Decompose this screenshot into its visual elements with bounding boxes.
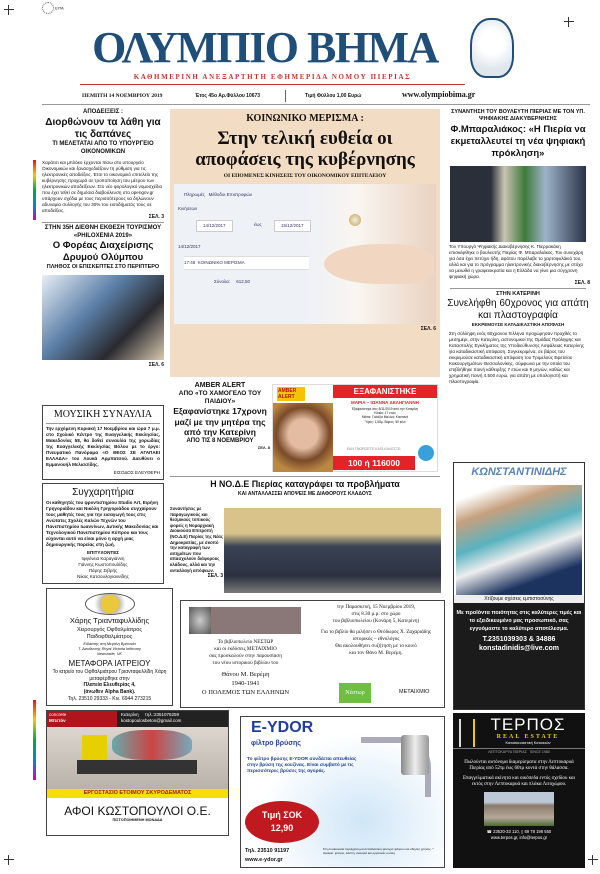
red-rule (80, 84, 465, 85)
article-receipts: ΑΠΟΔΕΙΞΕΙΣ : Διορθώνουν τα λάθη για τις δαπάνες ΤΙ ΜΕΛΕΤΑΤΑΙ ΑΠΟ ΤΟ ΥΠΟΥΡΓΕΙΟ ΟΙΚΟΝΟΜΙΚΩΝ Χαράτσι και μπλόκο έρχονται πίσω στο υπουργείο Οικονομικών και ξανασχεδιάζουν τη ρύθμιση για τις ηλεκτρονικές αποδείξεις. Έτσι το οικονομικό επιτελείο της κυβέρνησης προχωρά σε τροποποίηση του μέτρου των ηλεκτρονικών αποδείξεων. Στο νέο φορολογικό νομοσχέδιο που έχει τεθεί σε δημόσια διαβούλευση στο opengov.gr υπάρχουν σχέδια με τους περισσότερους να δηλώνουν αδυναμία συλλογής του 30% του εισοδήματός τους σε αποδείξεις. ΣΕΛ. 3 (42, 109, 164, 220)
website-link[interactable]: www.olympiobima.gr (402, 90, 476, 99)
girl-photo (273, 403, 333, 472)
divider (42, 222, 164, 223)
event-details: την Παρασκευή, 15 Νοεμβρίου 2019, στις 8.30 μ.μ. στο χώρο του βιβλιοπωλείου (Κονάρη 5, Κατερίνη) Για το βιβλίο θα μιλήσει ο Θεόδωρος Χ. Ζαχαριάδης ιστορικός – εθνολόγος Θα ακολουθήσει συζήτηση με το κοινό και τον Θάνο Μ. Βερέμη. (320, 604, 432, 656)
divider (450, 288, 586, 289)
lead-story: ΚΟΙΝΩΝΙΚΟ ΜΕΡΙΣΜΑ : Στην τελική ευθεία οι αποφάσεις της κυβέρνησης ΟΙ ΕΠΟΜΕΝΕΣ ΚΙΝΗΣΕΙΣ ΤΟΥ ΟΙΚΟΝΟΜΙΚΟΥ ΕΠΙΤΕΛΕΙΟΥ Πληρωμές Μέθοδοι Επιστροφών Κινήσεων 14/12/2017 έως 15/12/2017 14/12/2017 17:48 ΚΟΙΝΩΝΙΚΟ ΜΕΡΙΣΜΑ Σύνολα: 612,50 ΣΕΛ. 6 (170, 109, 440, 377)
page-ref: ΣΕΛ. 3 (148, 214, 164, 220)
article-philoxenia: ΣΤΗΝ 35Η ΔΙΕΘΝΗ ΕΚΘΕΣΗ ΤΟΥΡΙΣΜΟΥ «PHILOXENIA 2019» Ο Φορέας Διαχείρισης Δρυμού Ολύμπου ΠΛΗΘΟΣ ΟΙ ΕΠΙΣΚΕΠΤΕΣ ΣΤΟ ΠΕΡΙΠΤΕΡΟ ΣΕΛ. 6 (42, 225, 164, 368)
right-column-flow (446, 109, 590, 385)
expo-photo (42, 275, 164, 360)
minister-meeting-photo (450, 166, 586, 242)
registration-mark (588, 855, 598, 865)
issue-number: Έτος 45ο Αρ.Φύλλου 10673 (195, 93, 261, 99)
amber-alert-article: AMBER ALERT ΑΠΟ «ΤΟ ΧΑΜΟΓΕΛΟ ΤΟΥ ΠΑΙΔΙΟΥ» Εξαφανίστηκε 17χρονη μαζί με την μητέρα της από την Κατερίνη ΑΠΟ ΤΙΣ 8 ΝΟΕΜΒΡΙΟΥ ΣΕΛ. 8 (170, 382, 270, 450)
screen-total: Σύνολα: 612,50 (214, 279, 250, 284)
headline[interactable]: Φ.Μπαραλιάκος: «Η Πιερία να εκμεταλλευτεί τη νέα ψηφιακή πρόκληση» (450, 124, 586, 159)
ad-contact: Κατερίνη τηλ.:2351076259 kostopoulosbeton@gmail.com (117, 711, 228, 727)
article-arrest: ΣΤΗΝ ΚΑΤΕΡΙΝΗ Συνελήφθη 60χρονος για απάτη και πλαστογραφία ΕΚΚΡΕΜΟΥΣΕ ΚΑΤΑΔΙΚΑΣΤΙΚΗ ΑΠΟΦΑΣΗ Στη σύλληψη ενός 60χρονου Έλληνα προχώρησαν προχθές το μεσημέρι, στην Κατερίνη, αστυνομικοί της Ομάδας Πρόληψης και Καταστολής Εγκλήματος της Υποδιεύθυνσης Ασφάλειας Κατερίνης για καταδικαστική απόφαση. Συγκεκριμένα, σε βάρος του εκκρεμούσε καταδικαστική απόφαση του Τριμελούς Εφετείου Κακουργημάτων Θεσσαλονίκης, σύμφωνα με την οποία του επιβλήθηκε ποινή κάθειρξης 7 ετών και 9 μηνών, καθώς και χρηματική ποινή 4.500 ευρώ, για απάτη με υπολογιστή και πλαστογραφία. (447, 291, 589, 384)
hand-image (324, 244, 434, 284)
registration-mark (4, 5, 14, 15)
screen-entry: 17:48 ΚΟΙΝΩΝΙΚΟ ΜΕΡΙΣΜΑ (184, 256, 309, 270)
color-bar (33, 160, 36, 220)
price: Τιμή Φύλλου 1,00 Ευρώ (305, 93, 362, 99)
page-ref: ΣΕΛ. 8 (257, 444, 270, 450)
divider (170, 476, 440, 477)
hands-coin-image (349, 214, 361, 226)
node-article: Συναντήσεις με παραγωγικούς και θεσμικούς τοπικούς φορείς η Νομαρχιακή Διοικούσα Επιτροπή (ΝΟ.Δ.Ε) Πιερίας της Νέας Δημοκρατίας, με σκοπό την καταγραφή των αιτημάτων που απασχολούν διάφορους κλάδους, αλλά και την ανταλλαγή απόψεων. ΣΕΛ. 3 (170, 506, 223, 580)
node-headline[interactable]: Η ΝΟ.Δ.Ε Πιερίας καταγράφει τα προβλήματα (210, 479, 400, 489)
color-bar (33, 700, 36, 780)
headline[interactable]: Ο Φορέας Διαχείρισης Δρυμού Ολύμπου (52, 240, 154, 263)
book-cover-strip (211, 607, 301, 634)
zeus-head-logo (470, 18, 514, 78)
price-badge: Τιμή ΣΟΚ 12,90 (245, 801, 319, 843)
headline[interactable]: Εξαφανίστηκε 17χρονη μαζί με την μητέρα της από την Κατερίνη (173, 406, 267, 437)
registration-mark (4, 855, 14, 865)
eye-logo-icon (85, 593, 135, 615)
group-photo (224, 508, 441, 593)
poster-details: Εξαφανίστηκε στις 8/11/2019 από την Κατερίνη Ηλικία: 17 ετών Μάτια: Γαλάζια Μαλλιά: Καστανά Ύψος: 1,58μ. Βάρος: 50 κιλά (351, 407, 419, 424)
lead-headline[interactable]: Στην τελική ευθεία οι αποφάσεις της κυβέρνησης (195, 128, 415, 170)
construction-collage (456, 485, 582, 595)
ad-tag: concrete Μπετόν (47, 711, 117, 727)
house-photo (484, 792, 554, 826)
terpos-phone[interactable]: ☎ 23520-33 110, ▯ 69 78 198 550 (486, 829, 552, 834)
page-ref: ΣΕΛ. 3 (207, 573, 223, 580)
metaixmio-logo: ΜΕΤΑΙΧΜΙΟ (399, 689, 430, 695)
newspaper-title: ΟΛΥΜΠΙΟ ΒΗΜΑ (92, 23, 438, 72)
e-ydor-ad: E-YDOR φίλτρο βρύσης Το φίλτρο βρύσης E-YDOR συνδέεται απευθείας στην βρύση της κουζίνας. Είναι συμβατό με τις περισσότερες βρύσες της αγοράς. Τιμή ΣΟΚ 12,90 Τηλ. 23510 91197 www.e-ydor.gr Στη συσκευασία περιέχεται μια ανταλλακτική φύσιγγα φίλτρου και οδηγίες χρήσης. * Αφαιρεί: χλώριο, λάσπη, σκουριά και οργανικές ουσίες. (240, 716, 445, 868)
truck-chassis (77, 760, 197, 774)
konstantinidis-ad: ΚΩΝΣΤΑΝΤΙΝΙΔΗΣ Χτίζουμε σχέσεις εμπιστοσύνης Με προϊόντα ποιότητας στις καλύτερες τιμές και το εξειδικευμένο μας προσωπικό, σας εγγυόμαστε το καλύτερο αποτέλεσμα. T.2351039303 & 34886 konstadinidis@live.com (453, 462, 585, 710)
author-photo (189, 607, 211, 634)
left-column-top (42, 109, 164, 368)
filter-image (401, 735, 429, 775)
truck-cab (82, 735, 107, 760)
headline[interactable]: Συνελήφθη 60χρονος για απάτη και πλαστογραφία (447, 298, 589, 321)
registration-mark (564, 17, 574, 27)
page-ref: ΣΕΛ. 8 (574, 280, 590, 286)
seal-icon (42, 2, 54, 14)
invitation-text: Το βιβλιοπωλείο ΝΕΣΤΩΡ και οι εκδόσεις ΜΕΤΑΙΧΜΙΟ σας προσκαλούν στην παρουσίαση του νέου ιστορικού βιβλίου του Θάνου Μ. Βερέμη 1940-1941 Ο ΠΟΛΕΜΟΣ ΤΩΝ ΕΛΛΗΝΩΝ (201, 639, 290, 696)
terpos-place: ΛΕΠΤΟΚΑΡΥΑ ΠΙΕΡΙΑΣ SINCE 1980 (453, 748, 585, 755)
book-presentation-ad (180, 600, 445, 708)
divider (46, 423, 160, 424)
eita-logo: ΕΙΤΑ (42, 2, 102, 17)
newspaper-subtitle: ΚΑΘΗΜΕΡΙΝΗ ΑΝΕΞΑΡΤΗΤΗ ΕΦΗΜΕΡΙΔΑ ΝΟΜΟΥ ΠΙΕΡΙΑΣ (133, 73, 412, 81)
terpos-ad: ΤΕΡΠΟΣ REAL ESTATE Κατασκευαστική Κατοικιών ΛΕΠΤΟΚΑΡΥΑ ΠΙΕΡΙΑΣ SINCE 1980 Πωλούνται αυτόνομα διαμερίσματα στην Λεπτοκαρυά Πιερίας από 52τμ έως 60τμ κοντά στην θάλασσα. Επαγγελματικά ακίνητα και οικόπεδα εντός σχεδίου και εκτός στην Λεπτοκαρυά και πλάκα Λιτοχώρου. ☎ 23520-33 110, ▯ 69 78 198 550 www.terpos.gr, info@terpos.gr (453, 713, 585, 868)
hotline-number[interactable]: 100 ή 116000 (333, 456, 415, 470)
issue-date: ΠΕΜΠΤΗ 14 ΝΟΕΜΒΡΙΟΥ 2019 (82, 93, 163, 99)
concrete-ad: concrete Μπετόν Κατερίνη τηλ.:2351076259 kostopoulosbeton@gmail.com ΕΡΓΟΣΤΑΣΙΟ ΕΤΟΙΜΟΥ ΣΚΥΡΟΔΕΜΑΤΟΣ ΑΦΟΙ ΚΩΣΤΟΠΟΥΛΟΙ Ο.Ε. ΠΙΣΤΟΠΟΙΗΜΕΝΗ ΜΟΝΑΔΑ (46, 710, 229, 836)
ad-header (47, 711, 228, 727)
node-subtitle: ΚΑΙ ΑΝΤΑΛΛΑΣΣΕΙ ΑΠΟΨΕΙΣ ΜΕ ΔΙΑΦΟΡΟΥΣ ΚΛΑΔΟΥΣ (238, 491, 372, 497)
ad-footer: Με προϊόντα ποιότητας στις καλύτερες τιμές και το εξειδικευμένο μας προσωπικό, σας εγγυόμαστε το καλύτερο αποτέλεσμα. T.2351039303 & 34886 konstadinidis@live.com (454, 603, 584, 709)
mixer-drum (112, 730, 192, 760)
article-meeting: ΣΥΝΑΝΤΗΣΗ ΤΟΥ ΒΟΥΛΕΥΤΗ ΠΙΕΡΙΑΣ ΜΕ ΤΟΝ ΥΠ. ΨΗΦΙΑΚΗΣ ΔΙΑΚΥΒΕΡΝΗΣΗΣ Φ.Μπαραλιάκος: «Η Πιερία να εκμεταλλευτεί τη νέα ψηφιακή πρόκληση» Τον Υπουργό Ψηφιακής Διακυβέρνησης Κ. Πιερρακάκη επισκέφθηκε ο βουλευτής Πιερίας Φ. Μπαραλιάκος. Τον συνεχάρη για όσα έχει πετύχει ήδη, αφότου παρέλαβε το χαρτοφυλάκιό του, αλλά και για το πρόγραμμα ηλεκτρονικής διακυβέρνησης με στόχο να μειωθεί η γραφειοκρατία και η Ελλάδα να γίνει μια σύγχρονη ψηφιακή χώρα. ΣΕΛ. 8 (446, 109, 590, 286)
page-ref: ΣΕΛ. 6 (148, 362, 164, 368)
screen-tabs: Πληρωμές Μέθοδοι Επιστροφών (184, 192, 253, 197)
terpos-website[interactable]: www.terpos.gr, info@terpos.gr (490, 834, 548, 840)
concrete-truck-photo (47, 727, 228, 789)
bank-screen-photo: Πληρωμές Μέθοδοι Επιστροφών Κινήσεων 14/12/2017 έως 15/12/2017 14/12/2017 17:48 ΚΟΙΝΩΝΙΚΟ ΜΕΡΙΣΜΑ Σύνολα: 612,50 (174, 184, 436, 324)
smile-of-child-logo (416, 443, 436, 463)
doctor-ad: Χάρης Τριανταφυλλίδης Χειρουργός Οφθαλμίατρος Παιδοφθαλμίατρος Ειδικότης στη Μεγάλη Βρετανία Τ. Διευθυντής Royal Victoria Infirmary Newcastle, UK ΜΕΤΑΦΟΡΑ ΙΑΤΡΕΙΟΥ Το ιατρείο του Οφθαλμιάτρου Τριανταφυλλίδη Χάρη μεταφέρθηκε στην Πλατεία Ελευθερίας 4, (άνωθεν Alpha Bank). Τηλ. 23510 29333 - Κιν. 6944 273215 (46, 588, 173, 706)
nestor-logo: Νέστωρ (339, 683, 371, 703)
divider (285, 90, 286, 102)
e-ydor-website[interactable]: www.e-ydor.gr (245, 857, 283, 863)
terpos-logo-bars (459, 719, 475, 747)
page-ref: ΣΕΛ. 6 (420, 326, 436, 332)
music-concert-box: ΜΟΥΣΙΚΗ ΣΥΝΑΥΛΙΑ Την ερχόμενη Κυριακή 17 Νοεμβρίου και ώρα 7 μ.μ. στο Σχολικό Κέντρο της Ευαγγελικής Εκκλησίας, Μακεδονίας 58, θα δοθεί συναυλία της χορωδίας της Ευαγγελικής Εκκλησίας Βόλου με το έργο: Πνευματικό Πανόραμα «Ο ΘΕΟΣ ΣΕ ΑΓΑΠΑΕΙ ΕΛΛΑΔΑ» του Λουκά Αρμπατσού. Διευθύνει ο Εμμανουήλ Μελισσίδης. ΕΙΣΟΔΟΣ ΕΛΕΥΘΕΡΗ (42, 405, 164, 480)
konstantinidis-email[interactable]: konstadinidis@live.com (479, 645, 559, 652)
missing-poster: AMBER ALERT ΕΞΑΦΑΝΙΣΤΗΚΕ ΜΑΡΙΑ – ΙΩΑΝΝΑ ΔΕΛΗΓΙΑΝΝΗ Εξαφανίστηκε στις 8/11/2019 από την Κατερίνη Ηλικία: 17 ετών Μάτια: Γαλάζια Μαλλιά: Καστανά Ύψος: 1,58μ. Βάρος: 50 κιλά ΕΑΝ ΓΝΩΡΙΖΕΤΕ ΚΑΠΙ ΚΑΛΕΣΤΕ: 100 ή 116000 (272, 384, 438, 472)
headline[interactable]: Διορθώνουν τα λάθη για τις δαπάνες (45, 117, 161, 140)
masthead-rule (42, 104, 590, 105)
congratulations-box: Συγχαρητήρια Οι καθηγητές του φροντιστηρίου Studio Art, Ειρήνη Γρηγοριάδου και Νικόλη Γρηγοριάδου συγχαίρουν τους μαθητές τους για την εισαγωγή τους στις Ανώτατες Σχολές Καλών Τεχνών του Πανεπιστημίου Ιωαννίνων, Δυτικής Μακεδονίας και Τεχνολογικού Πανεπιστημίου Κύπρου και τους εύχονται αυτό να είναι μόνο η αρχή μιας δημιουργικής πορείας στη ζωή. ΕΠΙΤΥΧΟΝΤΕΣ Ιφιγένεια Καραγιάννη Γιάννης Κωστοπουλίδης Πάρης Σιβρής Νίκος Κατσουλογιαννίδης (42, 483, 164, 584)
